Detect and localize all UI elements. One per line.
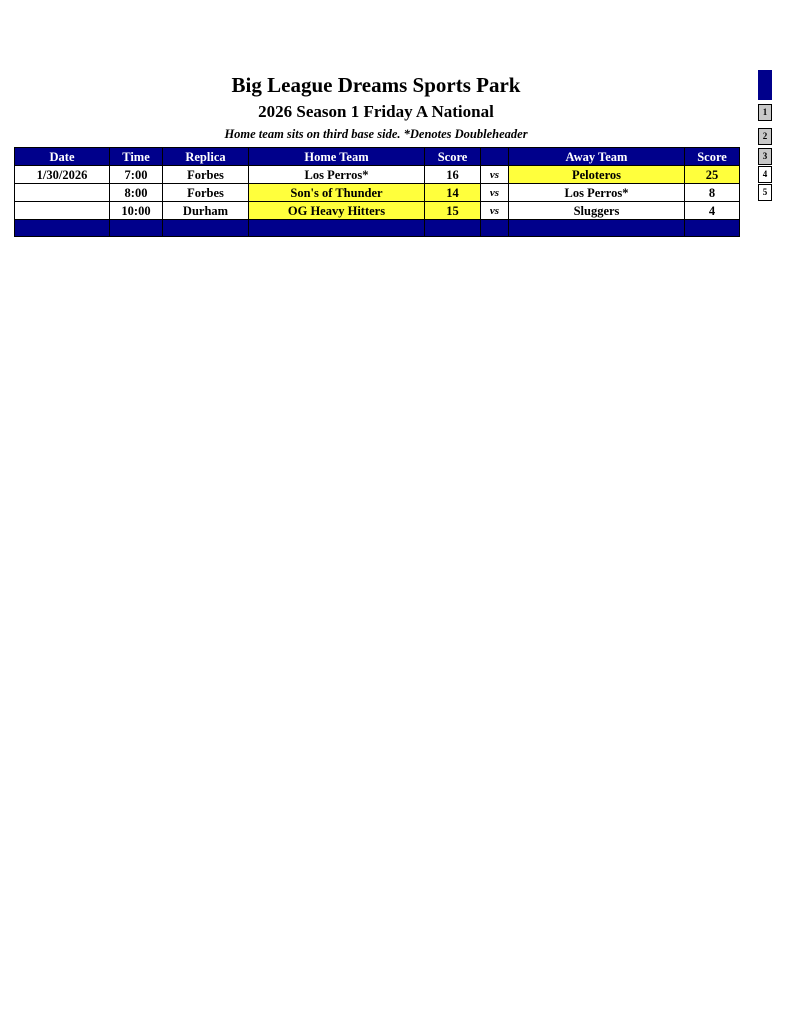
col-header-replica: Replica xyxy=(163,148,249,166)
cell-away-team: Los Perros* xyxy=(509,184,685,202)
cell-time: 10:00 xyxy=(110,202,163,220)
cell-time: 7:00 xyxy=(110,166,163,184)
cell-home-score: 14 xyxy=(425,184,481,202)
side-index-item-3[interactable]: 3 xyxy=(758,148,772,165)
side-index-item-2[interactable]: 2 xyxy=(758,128,772,145)
col-header-home-score: Score xyxy=(425,148,481,166)
cell-time: 8:00 xyxy=(110,184,163,202)
side-index-item-1[interactable]: 1 xyxy=(758,104,772,121)
cell-home-team: Son's of Thunder xyxy=(249,184,425,202)
cell-replica: Durham xyxy=(163,202,249,220)
cell-away-team: Peloteros xyxy=(509,166,685,184)
cell-replica: Forbes xyxy=(163,166,249,184)
cell-date xyxy=(15,202,110,220)
page-title: Big League Dreams Sports Park xyxy=(231,73,521,97)
cell-away-score: 8 xyxy=(685,184,740,202)
table-footer-row xyxy=(15,220,740,237)
col-header-time: Time xyxy=(110,148,163,166)
schedule-table xyxy=(14,147,740,237)
cell-home-team: OG Heavy Hitters xyxy=(249,202,425,220)
cell-away-team: Sluggers xyxy=(509,202,685,220)
cell-away-score: 4 xyxy=(685,202,740,220)
cell-home-score: 15 xyxy=(425,202,481,220)
col-header-away-team: Away Team xyxy=(509,148,685,166)
cell-date: 1/30/2026 xyxy=(15,166,110,184)
table-row xyxy=(15,166,740,184)
schedule-note: Home team sits on third base side. *Denotes Doubleheader xyxy=(224,127,528,141)
table-row xyxy=(15,202,740,220)
side-index-header xyxy=(758,70,772,100)
side-index-item-4[interactable]: 4 xyxy=(758,166,772,183)
cell-home-score: 16 xyxy=(425,166,481,184)
cell-replica: Forbes xyxy=(163,184,249,202)
side-index-item-5[interactable]: 5 xyxy=(758,184,772,201)
page-subtitle: 2026 Season 1 Friday A National xyxy=(258,102,494,121)
col-header-home-team: Home Team xyxy=(249,148,425,166)
cell-vs: vs xyxy=(481,184,509,202)
col-header-vs xyxy=(481,148,509,166)
col-header-away-score: Score xyxy=(685,148,740,166)
col-header-date: Date xyxy=(15,148,110,166)
table-row xyxy=(15,184,740,202)
cell-date xyxy=(15,184,110,202)
cell-home-team: Los Perros* xyxy=(249,166,425,184)
cell-vs: vs xyxy=(481,166,509,184)
table-header-row xyxy=(15,148,740,166)
cell-vs: vs xyxy=(481,202,509,220)
cell-away-score: 25 xyxy=(685,166,740,184)
